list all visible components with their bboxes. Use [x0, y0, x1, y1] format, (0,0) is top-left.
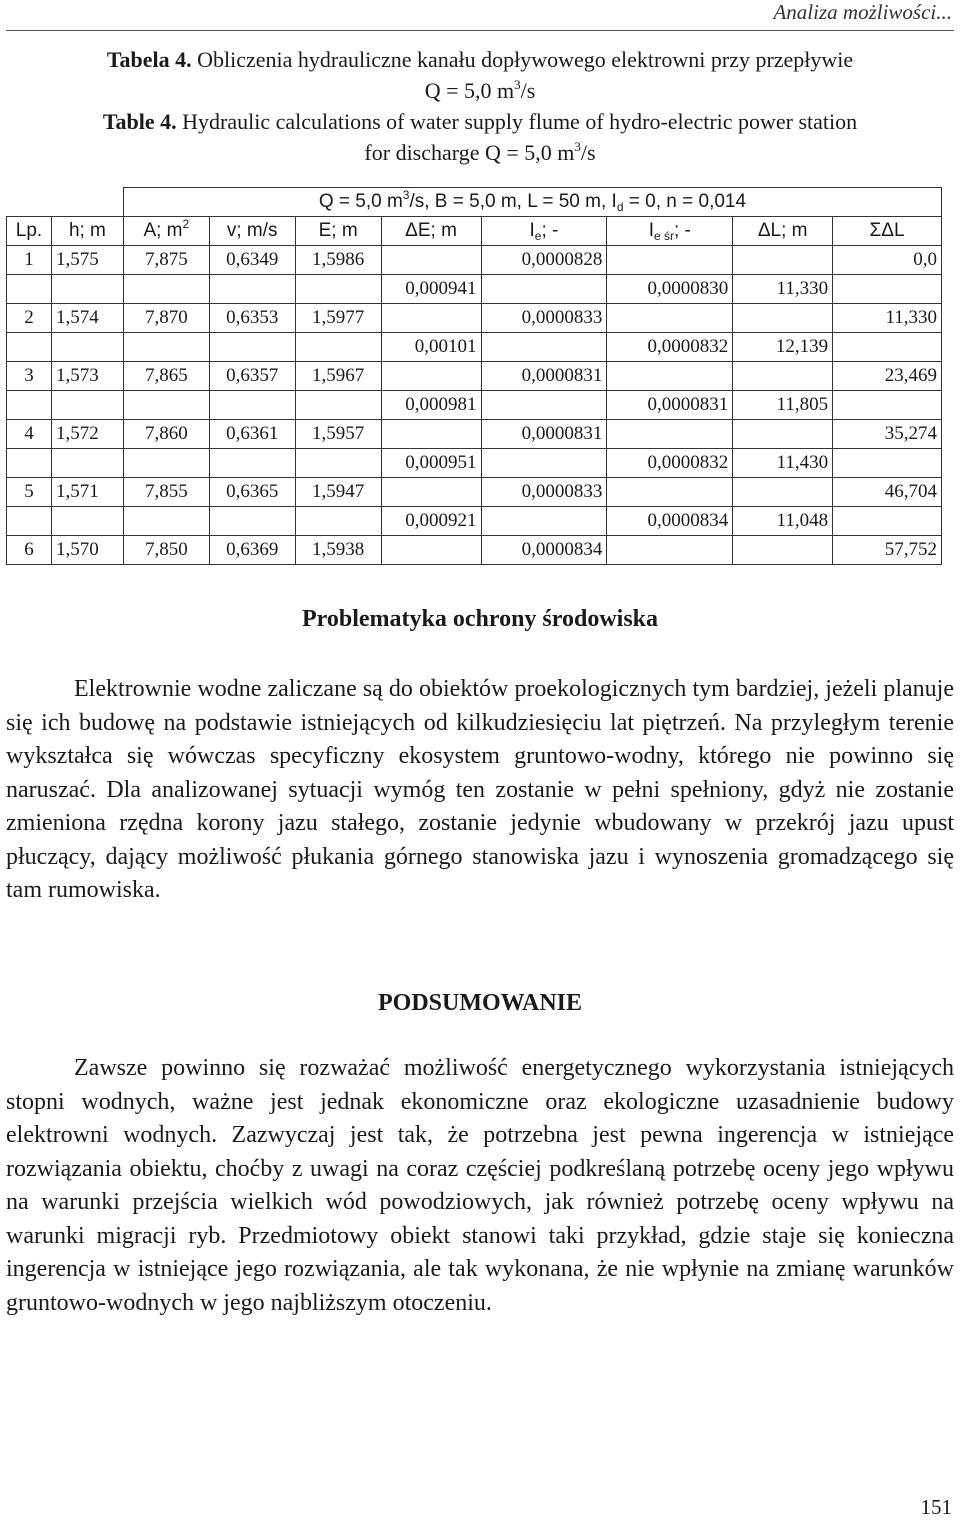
cell-energy [295, 275, 381, 304]
table-row [7, 333, 942, 362]
cell-mean-slope: 0,0000830 [607, 275, 733, 304]
cell-cumulative-length: 35,274 [833, 420, 942, 449]
section-title-summary: PODSUMOWANIE [377, 990, 582, 1016]
header-area: A; $m^2$ [123, 217, 209, 246]
running-header: Analiza możliwości... [773, 0, 952, 24]
cell-slope [481, 391, 607, 420]
cell-h [51, 391, 123, 420]
cell-mean-slope: 0,0000831 [607, 391, 733, 420]
table-row [7, 420, 942, 449]
cell-delta-energy: 0,000921 [381, 507, 481, 536]
cell-delta-length [733, 304, 833, 333]
table-row [7, 507, 942, 536]
cell-mean-slope [607, 536, 733, 565]
hydraulic-calculation-table [6, 187, 942, 565]
cell-area [123, 449, 209, 478]
cell-delta-length: 11,048 [733, 507, 833, 536]
caption-polish-sup: 3 [514, 77, 521, 92]
cell-delta-energy [381, 420, 481, 449]
cell-velocity [209, 275, 295, 304]
cell-energy: 1,5938 [295, 536, 381, 565]
cell-energy [295, 391, 381, 420]
header-slope: $I_e$; - [481, 217, 607, 246]
table-params-row [7, 188, 942, 217]
cell-delta-length [733, 362, 833, 391]
caption-polish-discharge: Q = 5,0 m [424, 78, 515, 103]
cell-lp: 5 [7, 478, 52, 507]
caption-polish-label: Tabela 4. [106, 47, 192, 72]
table-params: Q = 5,0 $m^3/s$, B = 5,0 m, L = 50 m, $I_d = 0$, n = 0,014 [123, 188, 941, 217]
caption-english-unit: /s [580, 140, 596, 165]
header-rule [6, 30, 954, 31]
cell-delta-energy: 0,000981 [381, 391, 481, 420]
cell-area: 7,865 [123, 362, 209, 391]
cell-mean-slope: 0,0000832 [607, 449, 733, 478]
cell-h [51, 333, 123, 362]
cell-delta-length: 11,805 [733, 391, 833, 420]
cell-velocity [209, 449, 295, 478]
cell-h: 1,571 [51, 478, 123, 507]
table-body [7, 246, 942, 565]
caption-english-line2 [10, 137, 950, 168]
cell-lp: 4 [7, 420, 52, 449]
cell-lp [7, 275, 52, 304]
cell-delta-length: 11,430 [733, 449, 833, 478]
cell-area [123, 333, 209, 362]
table-row [7, 536, 942, 565]
cell-mean-slope [607, 420, 733, 449]
cell-slope: 0,0000828 [481, 246, 607, 275]
cell-energy: 1,5967 [295, 362, 381, 391]
cell-delta-length: 11,330 [733, 275, 833, 304]
cell-mean-slope [607, 362, 733, 391]
cell-area: 7,870 [123, 304, 209, 333]
cell-delta-length [733, 536, 833, 565]
cell-cumulative-length [833, 391, 942, 420]
cell-lp [7, 507, 52, 536]
cell-h: 1,570 [51, 536, 123, 565]
cell-area: 7,875 [123, 246, 209, 275]
cell-velocity [209, 507, 295, 536]
caption-english-sup: 3 [574, 139, 581, 154]
cell-delta-energy [381, 536, 481, 565]
caption-english-text: Hydraulic calculations of water supply flume of hydro-electric power station [182, 109, 858, 134]
cell-lp: 2 [7, 304, 52, 333]
table-caption [10, 44, 950, 168]
cell-h [51, 507, 123, 536]
table-row [7, 275, 942, 304]
cell-cumulative-length [833, 333, 942, 362]
table-header-row [7, 217, 942, 246]
cell-lp [7, 391, 52, 420]
cell-area [123, 275, 209, 304]
cell-area: 7,860 [123, 420, 209, 449]
header-energy: E; m [295, 217, 381, 246]
caption-english-label: Table 4. [102, 109, 177, 134]
table-row [7, 304, 942, 333]
paragraph-environment: Elektrownie wodne zaliczane są do obiektów proekologicznych tym bardziej, jeżeli planuje się ich budowę na podstawie istniejących od kilkudziesięciu lat piętrzeń. Na przyległym terenie wykształca się wówczas specyficzny ekosystem gruntowo-wodny, którego nie powinno się naruszać. Dla analizowanej sytuacji wymóg ten zostanie w pełni spełniony, gdyż nie zostanie zmieniona rzędna korony jazu stałego, zostanie jedynie wbudowany w przekrój jazu upust płuczący, dający możliwość płukania górnego stanowiska jazu i wynoszenia gromadzącego się tam rumowiska. [6, 676, 954, 903]
table-row [7, 391, 942, 420]
cell-mean-slope [607, 478, 733, 507]
header-velocity: v; m/s [209, 217, 295, 246]
cell-velocity [209, 391, 295, 420]
cell-mean-slope: 0,0000832 [607, 333, 733, 362]
cell-cumulative-length [833, 275, 942, 304]
table-row [7, 246, 942, 275]
cell-energy: 1,5957 [295, 420, 381, 449]
cell-delta-length: 12,139 [733, 333, 833, 362]
header-mean-slope: $I_{e śr}$; - [607, 217, 733, 246]
cell-velocity: 0,6361 [209, 420, 295, 449]
cell-energy: 1,5977 [295, 304, 381, 333]
header-cumulative-length: ΣΔL [833, 217, 942, 246]
cell-slope: 0,0000834 [481, 536, 607, 565]
caption-english-line1 [10, 106, 950, 137]
header-lp: Lp. [7, 217, 52, 246]
cell-energy: 1,5947 [295, 478, 381, 507]
cell-area [123, 391, 209, 420]
cell-delta-energy [381, 246, 481, 275]
cell-delta-energy: 0,000951 [381, 449, 481, 478]
caption-polish-text: Obliczenia hydrauliczne kanału dopływowego elektrowni przy przepływie [197, 47, 854, 72]
caption-polish-unit: /s [520, 78, 536, 103]
cell-slope [481, 449, 607, 478]
cell-cumulative-length: 0,0 [833, 246, 942, 275]
cell-velocity: 0,6357 [209, 362, 295, 391]
cell-slope [481, 333, 607, 362]
header-delta-length: ΔL; m [733, 217, 833, 246]
cell-velocity: 0,6369 [209, 536, 295, 565]
cell-h: 1,572 [51, 420, 123, 449]
caption-english-discharge: for discharge Q = 5,0 m [364, 140, 575, 165]
cell-delta-energy [381, 304, 481, 333]
cell-cumulative-length: 11,330 [833, 304, 942, 333]
cell-mean-slope: 0,0000834 [607, 507, 733, 536]
cell-energy: 1,5986 [295, 246, 381, 275]
cell-lp: 1 [7, 246, 52, 275]
cell-energy [295, 507, 381, 536]
paragraph-summary: Zawsze powinno się rozważać możliwość energetycznego wykorzystania istniejących stopni wodnych, ważne jest jednak ekonomiczne oraz ekologiczne uzasadnienie budowy elektrowni wodnych. Zazwyczaj jest tak, że potrzebna jest pewna ingerencja w istniejące rozwiązania obiektu, choćby z uwagi na coraz częściej podkreślaną potrzebę oceny jego wpływu na warunki przejścia wielkich wód powodziowych, jak również potrzebę oceny wpływu na warunki migracji ryb. Przedmiotowy obiekt stanowi taki przykład, gdzie staje się konieczna ingerencja w istniejące jego rozwiązania, ale tak wykonana, że nie wpłynie na zmianę warunków gruntowo-wodnych w jego najbliższym otoczeniu. [6, 1055, 954, 1316]
cell-slope: 0,0000831 [481, 362, 607, 391]
cell-h: 1,574 [51, 304, 123, 333]
cell-lp: 6 [7, 536, 52, 565]
cell-lp [7, 333, 52, 362]
cell-h [51, 449, 123, 478]
cell-mean-slope [607, 246, 733, 275]
cell-area: 7,855 [123, 478, 209, 507]
cell-delta-length [733, 420, 833, 449]
cell-delta-energy: 0,00101 [381, 333, 481, 362]
cell-delta-length [733, 246, 833, 275]
cell-area: 7,850 [123, 536, 209, 565]
cell-cumulative-length: 46,704 [833, 478, 942, 507]
cell-energy [295, 449, 381, 478]
cell-slope: 0,0000831 [481, 420, 607, 449]
cell-cumulative-length [833, 449, 942, 478]
header-h: h; m [51, 217, 123, 246]
cell-velocity: 0,6353 [209, 304, 295, 333]
cell-slope [481, 507, 607, 536]
caption-polish-line2 [10, 75, 950, 106]
cell-velocity [209, 333, 295, 362]
cell-h: 1,575 [51, 246, 123, 275]
cell-energy [295, 333, 381, 362]
cell-lp [7, 449, 52, 478]
cell-h [51, 275, 123, 304]
cell-mean-slope [607, 304, 733, 333]
cell-cumulative-length: 23,469 [833, 362, 942, 391]
section-title-environment: Problematyka ochrony środowiska [301, 606, 659, 632]
header-delta-energy: ΔE; m [381, 217, 481, 246]
cell-velocity: 0,6365 [209, 478, 295, 507]
cell-delta-length [733, 478, 833, 507]
cell-h: 1,573 [51, 362, 123, 391]
cell-velocity: 0,6349 [209, 246, 295, 275]
cell-area [123, 507, 209, 536]
caption-polish-line1 [10, 44, 950, 75]
cell-lp: 3 [7, 362, 52, 391]
cell-cumulative-length [833, 507, 942, 536]
cell-slope: 0,0000833 [481, 304, 607, 333]
cell-slope [481, 275, 607, 304]
table-row [7, 478, 942, 507]
cell-cumulative-length: 57,752 [833, 536, 942, 565]
table-row [7, 449, 942, 478]
cell-delta-energy: 0,000941 [381, 275, 481, 304]
cell-delta-energy [381, 362, 481, 391]
table-row [7, 362, 942, 391]
cell-slope: 0,0000833 [481, 478, 607, 507]
page-number: 151 [920, 1495, 952, 1519]
cell-delta-energy [381, 478, 481, 507]
